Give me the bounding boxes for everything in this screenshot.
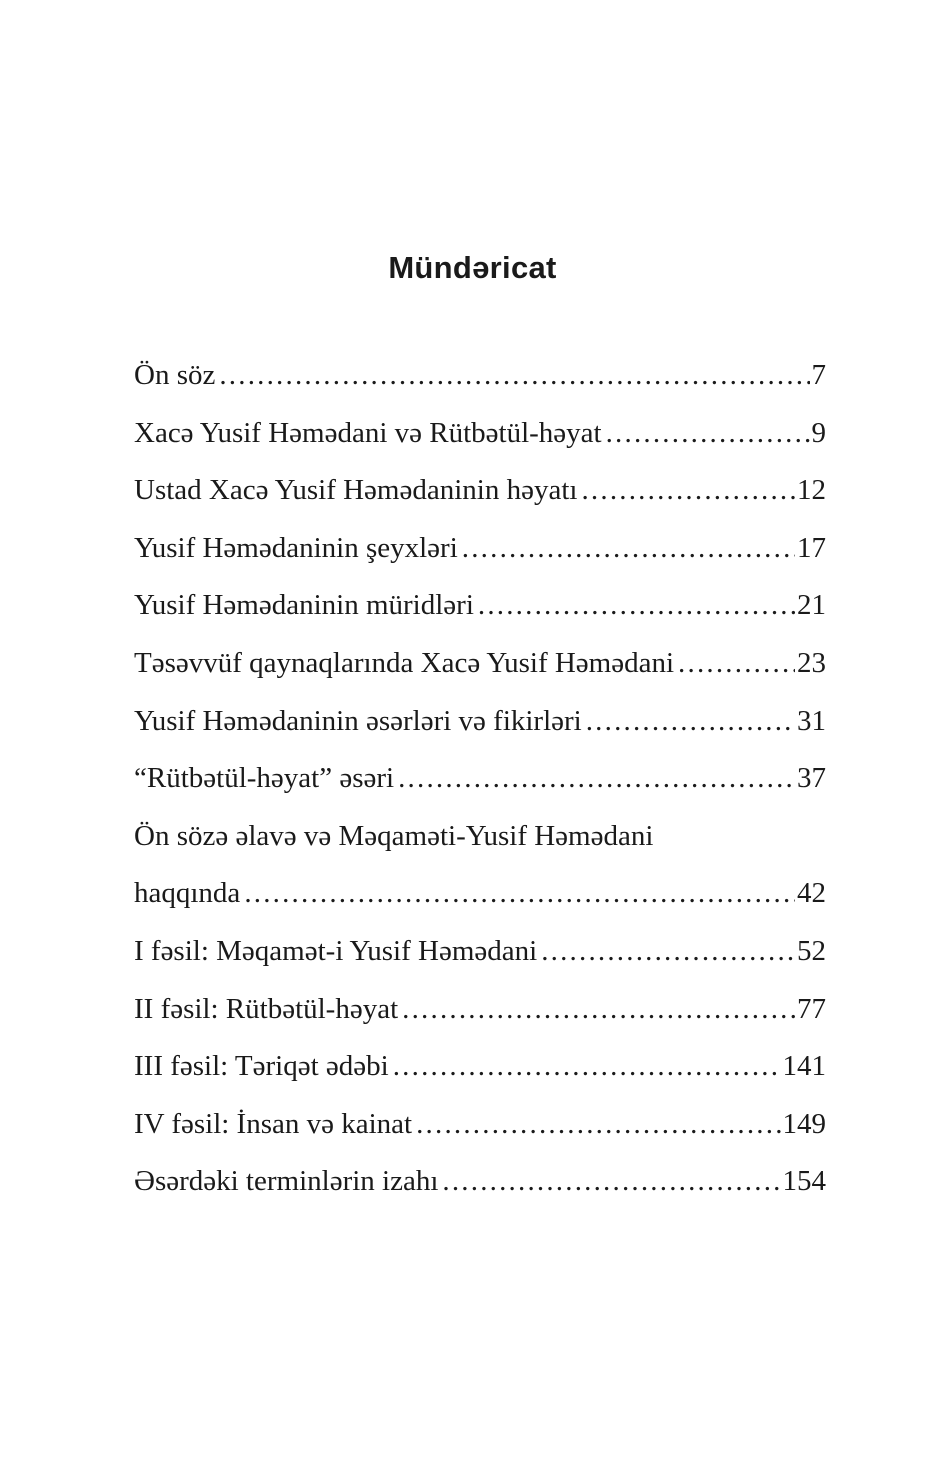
toc-leader-dots (606, 405, 810, 463)
toc-entry-page: 17 (797, 531, 826, 564)
toc-entry (134, 923, 826, 981)
toc-entry-page: 7 (811, 359, 826, 391)
toc-entry-title: “Rütbətül-həyat” əsəri (134, 762, 395, 795)
toc-entry-title: Yusif Həmədaninin müridləri (134, 589, 474, 622)
toc-entry-page: 9 (811, 416, 826, 449)
toc-entry (134, 865, 826, 923)
toc-entry-title: Yusif Həmədaninin əsərləri və fikirləri (134, 704, 582, 737)
toc-entry-title: Yusif Həmədaninin şeyxləri (134, 531, 458, 564)
toc-entry-page: 37 (797, 762, 826, 795)
toc-entry (134, 808, 826, 866)
toc-entry-title: haqqında (134, 877, 241, 910)
toc-entry-page: 12 (797, 474, 826, 507)
toc-leader-dots (541, 923, 795, 981)
toc-entry (134, 635, 826, 693)
toc-entry-title: II fəsil: Rütbətül-həyat (134, 992, 399, 1025)
toc-entry (134, 981, 826, 1039)
table-of-contents (134, 347, 826, 1211)
toc-leader-dots (393, 1038, 781, 1096)
toc-entry-title: III fəsil: Təriqət ədəbi (134, 1050, 389, 1083)
toc-entry-page: 154 (782, 1165, 826, 1198)
toc-entry-page: 141 (782, 1050, 826, 1083)
page-title: Mündəricat (388, 250, 557, 285)
toc-entry-page: 77 (797, 992, 826, 1025)
toc-entry-page: 42 (797, 877, 826, 910)
toc-leader-dots (678, 635, 795, 693)
toc-entry-page: 31 (797, 704, 826, 737)
toc-entry-title: I fəsil: Məqamət-i Yusif Həmədani (134, 934, 538, 967)
toc-entry-title: Ustad Xacə Yusif Həmədaninin həyatı (134, 474, 578, 507)
toc-entry-page: 23 (797, 646, 826, 679)
toc-entry-title: Təsəvvüf qaynaqlarında Xacə Yusif Həmədani (134, 646, 675, 679)
toc-entry-title: Ön sözə əlavə və Məqaməti-Yusif Həmədani (134, 819, 654, 852)
toc-entry-page: 149 (782, 1107, 826, 1140)
toc-entry-title: Xacə Yusif Həmədani və Rütbətül-həyat (134, 416, 602, 449)
toc-entry (134, 405, 826, 463)
toc-leader-dots (398, 750, 795, 808)
toc-entry (134, 1038, 826, 1096)
toc-entry (134, 1096, 826, 1154)
toc-entry (134, 577, 826, 635)
toc-entry-page: 52 (797, 934, 826, 967)
toc-leader-dots (442, 1153, 780, 1211)
toc-leader-dots (581, 462, 795, 520)
toc-entry-title: Ön söz (134, 359, 216, 391)
toc-entry-title: IV fəsil: İnsan və kainat (134, 1107, 413, 1140)
toc-leader-dots (462, 520, 795, 578)
toc-entry (134, 347, 826, 405)
toc-leader-dots (586, 693, 795, 751)
toc-leader-dots (402, 981, 795, 1039)
toc-leader-dots (244, 865, 795, 923)
toc-entry (134, 693, 826, 751)
toc-entry-title: Əsərdəki terminlərin izahı (134, 1165, 439, 1198)
toc-entry-page: 21 (797, 589, 826, 622)
toc-leader-dots (478, 577, 795, 635)
toc-entry (134, 1153, 826, 1211)
toc-leader-dots (416, 1096, 780, 1154)
toc-entry (134, 750, 826, 808)
toc-leader-dots (219, 347, 809, 405)
toc-entry (134, 462, 826, 520)
toc-entry (134, 520, 826, 578)
